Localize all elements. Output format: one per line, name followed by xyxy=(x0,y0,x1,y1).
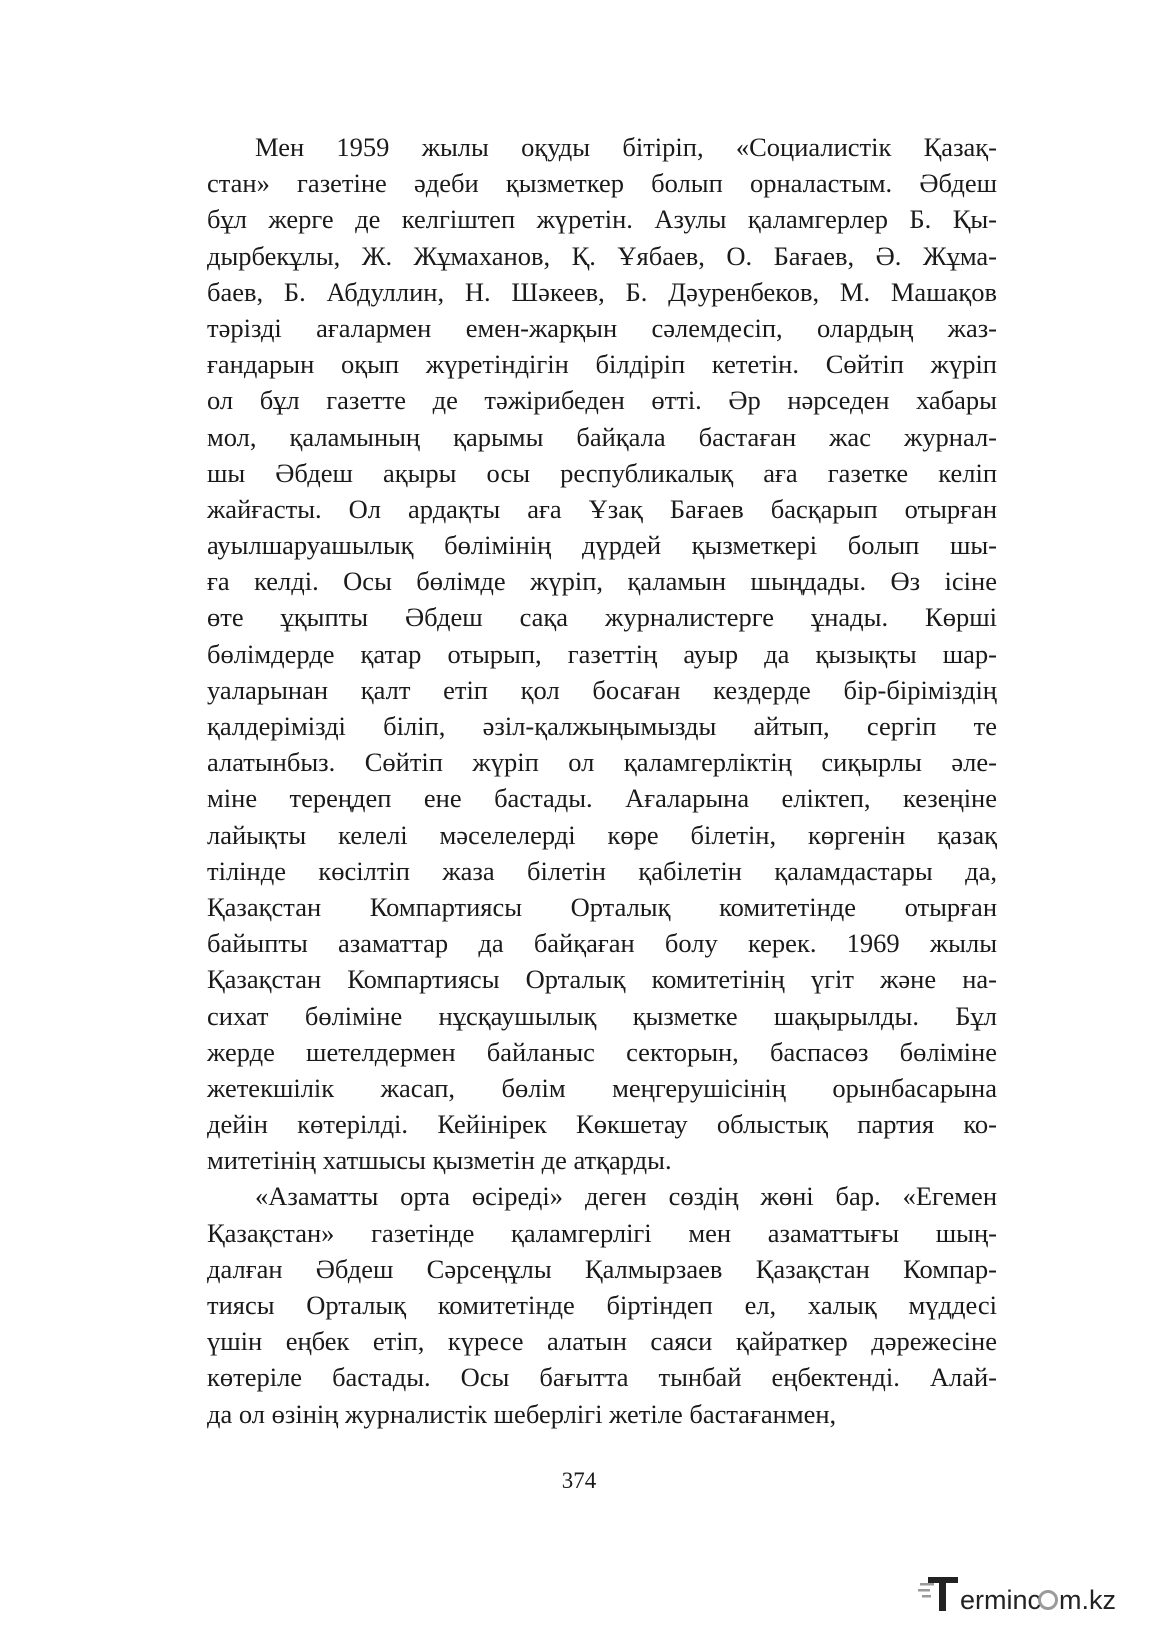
text-line: да ол өзінің журналистік шеберлігі жетіле бастағанмен, xyxy=(207,1398,837,1429)
text-line: көтеріле бастады. Осы бағытта тынбай еңбектенді. Алай- xyxy=(207,1362,997,1393)
text-line: баев, Б. Абдуллин, Н. Шәкеев, Б. Дәуренбеков, М. Машақов xyxy=(207,276,997,307)
text-line: сихат бөліміне нұсқаушылық қызметке шақырылды. Бұл xyxy=(207,1000,997,1031)
text-line: Қазақстан Компартиясы Орталық комитетінің үгіт және на- xyxy=(207,964,997,995)
text-line: «Азаматты орта өсіреді» деген сөздің жөні бар. «Егемен xyxy=(255,1181,997,1212)
page-number: 374 xyxy=(561,1468,597,1493)
text-line: бұл жерге де келгіштеп жүретін. Азулы қаламгерлер Б. Қы- xyxy=(207,204,997,235)
text-line: стан» газетіне әдеби қызметкер болып орналастым. Әбдеш xyxy=(207,168,997,199)
text-line: дырбекұлы, Ж. Жұмаханов, Қ. Ұябаев, О. Бағаев, Ә. Жұма- xyxy=(207,240,997,271)
text-line: байыпты азаматтар да байқаған болу керек. 1969 жылы xyxy=(207,928,997,959)
text-line: тілінде көсілтіп жаза білетін қабілетін қаламдастары да, xyxy=(207,855,997,886)
termincom-logo xyxy=(918,1569,1118,1621)
text-line: ғандарын оқып жүретіндігін білдіріп кететін. Сөйтіп жүріп xyxy=(207,349,997,380)
text-line: ол бұл газетте де тәжірибеден өтті. Әр нәрседен хабары xyxy=(207,385,997,416)
text-line: бөлімдерде қатар отырып, газеттің ауыр да қызықты шар- xyxy=(207,638,997,669)
text-line: жетекшілік жасап, бөлім меңгерушісінің орынбасарына xyxy=(207,1072,997,1103)
text-line: ға келді. Осы бөлімде жүріп, қаламын шыңдады. Өз ісіне xyxy=(207,566,997,597)
logo-wordmark-tail: m.kz xyxy=(1059,1585,1116,1615)
text-line: жайғасты. Ол ардақты аға Ұзақ Бағаев басқарып отырған xyxy=(207,493,997,524)
text-line: митетінің хатшысы қызметін де атқарды. xyxy=(207,1145,672,1176)
watermark-logo xyxy=(918,1569,1118,1621)
text-line: лайықты келелі мәселелерді көре білетін, көргенін қазақ xyxy=(207,819,997,850)
logo-o-ring xyxy=(1040,1592,1057,1609)
text-line: жерде шетелдермен байланыс секторын, баспасөз бөліміне xyxy=(207,1036,997,1067)
text-line: дейін көтерілді. Кейінірек Көкшетау облыстық партия ко- xyxy=(207,1109,997,1140)
text-line: үшін еңбек етіп, күресе алатын саяси қайраткер дәрежесіне xyxy=(207,1326,997,1357)
text-line: Қазақстан» газетінде қаламгерлігі мен азаматтығы шың- xyxy=(207,1217,997,1248)
text-line: тиясы Орталық комитетінде біртіндеп ел, халық мүддесі xyxy=(207,1290,997,1320)
text-line: Мен 1959 жылы оқуды бітіріп, «Социалистік Қазақ- xyxy=(255,132,997,162)
body-text xyxy=(207,129,997,1432)
text-line: қалдерімізді біліп, әзіл-қалжыңымызды айтып, сергіп те xyxy=(207,711,997,741)
text-line: өте ұқыпты Әбдеш сақа журналистерге ұнады. Көрші xyxy=(207,602,997,633)
text-line: тәрізді ағалармен емен-жарқын сәлемдесіп, олардың жаз- xyxy=(207,312,997,343)
text-line: ауылшаруашылық бөлімінің дүрдей қызметкері болып шы- xyxy=(207,530,997,561)
logo-t-mark xyxy=(918,1577,958,1611)
text-line: мол, қаламының қарымы байқала бастаған жас журнал- xyxy=(207,421,997,452)
text-line: уаларынан қалт етіп қол босаған кездерде бір-біріміздің xyxy=(207,674,997,705)
text-line: алатынбыз. Сөйтіп жүріп ол қаламгерліктің сиқырлы әле- xyxy=(207,747,997,778)
logo-wordmark: erminc xyxy=(960,1585,1042,1615)
text-line: шы Әбдеш ақыры осы республикалық аға газетке келіп xyxy=(207,457,997,488)
text-line: міне тереңдеп ене бастады. Ағаларына еліктеп, кезеңіне xyxy=(207,783,997,814)
text-line: Қазақстан Компартиясы Орталық комитетінде отырған xyxy=(207,891,997,922)
text-line: далған Әбдеш Сәрсеңұлы Қалмырзаев Қазақстан Компар- xyxy=(207,1253,997,1284)
